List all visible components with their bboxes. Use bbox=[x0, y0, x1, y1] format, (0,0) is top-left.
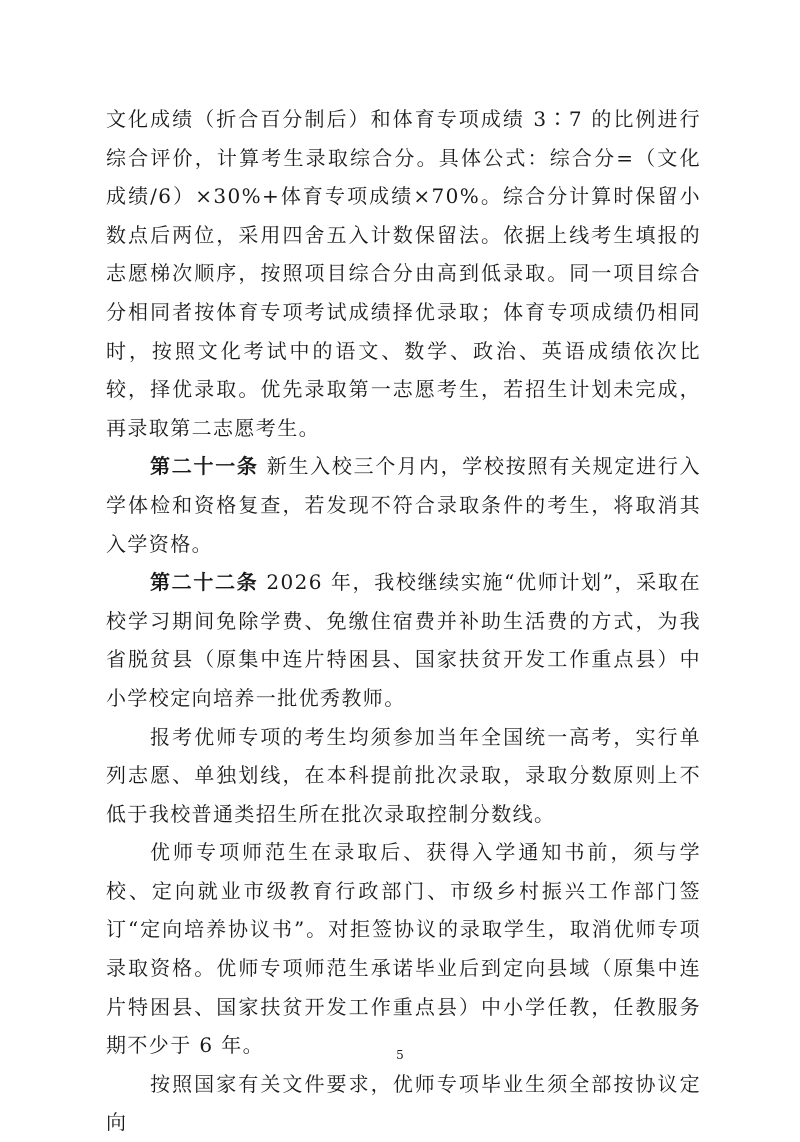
paragraph-article-22 bbox=[106, 563, 701, 717]
article-label: 第二十一条 bbox=[150, 454, 259, 479]
paragraph-graduate-placement bbox=[106, 1065, 701, 1142]
paragraph-text: 文化成绩（折合百分制后）和体育专项成绩 3∶7 的比例进行综合评价，计算考生录取综合分。具体公式：综合分=（文化成绩/6）×30%+体育专项成绩×70%。综合分计算时保留小数点后两位，采用四舍五入计数保留法。依据上线考生填报的志愿梯次顺序，按照项目综合分由高到低录取。同一项目综合分相同者按体育专项考试成绩择优录取；体育专项成绩仍相同时，按照文化考试中的语文、数学、政治、英语成绩依次比较，择优录取。优先录取第一志愿考生，若招生计划未完成，再录取第二志愿考生。 bbox=[106, 107, 701, 440]
paragraph-article-21 bbox=[106, 447, 701, 563]
paragraph-text: 优师专项师范生在录取后、获得入学通知书前，须与学校、定向就业市级教育行政部门、市级乡村振兴工作部门签订“定向培养协议书”。对拒签协议的录取学生，取消优师专项录取资格。优师专项师范生承诺毕业后到定向县域（原集中连片特困县、国家扶贫开发工作重点县）中小学任教，任教服务期不少于 6 年。 bbox=[106, 840, 701, 1058]
paragraph-text: 新生入校三个月内，学校按照有关规定进行入学体检和资格复查，若发现不符合录取条件的考生，将取消其入学资格。 bbox=[106, 454, 702, 556]
paragraph-agreement bbox=[106, 833, 701, 1065]
paragraph-scoring-formula bbox=[106, 100, 701, 447]
document-body bbox=[106, 100, 701, 1142]
paragraph-text: 按照国家有关文件要求，优师专项毕业生须全部按协议定向 bbox=[106, 1071, 701, 1135]
page-number: 5 bbox=[396, 1048, 404, 1062]
paragraph-exam-requirement bbox=[106, 718, 701, 834]
article-label: 第二十二条 bbox=[150, 570, 259, 595]
paragraph-text: 报考优师专项的考生均须参加当年全国统一高考，实行单列志愿、单独划线，在本科提前批次录取，录取分数原则上不低于我校普通类招生所在批次录取控制分数线。 bbox=[106, 724, 701, 826]
paragraph-text: 2026 年，我校继续实施“优师计划”，采取在校学习期间免除学费、免缴住宿费并补助生活费的方式，为我省脱贫县（原集中连片特困县、国家扶贫开发工作重点县）中小学校定向培养一批优秀教师。 bbox=[106, 570, 701, 710]
